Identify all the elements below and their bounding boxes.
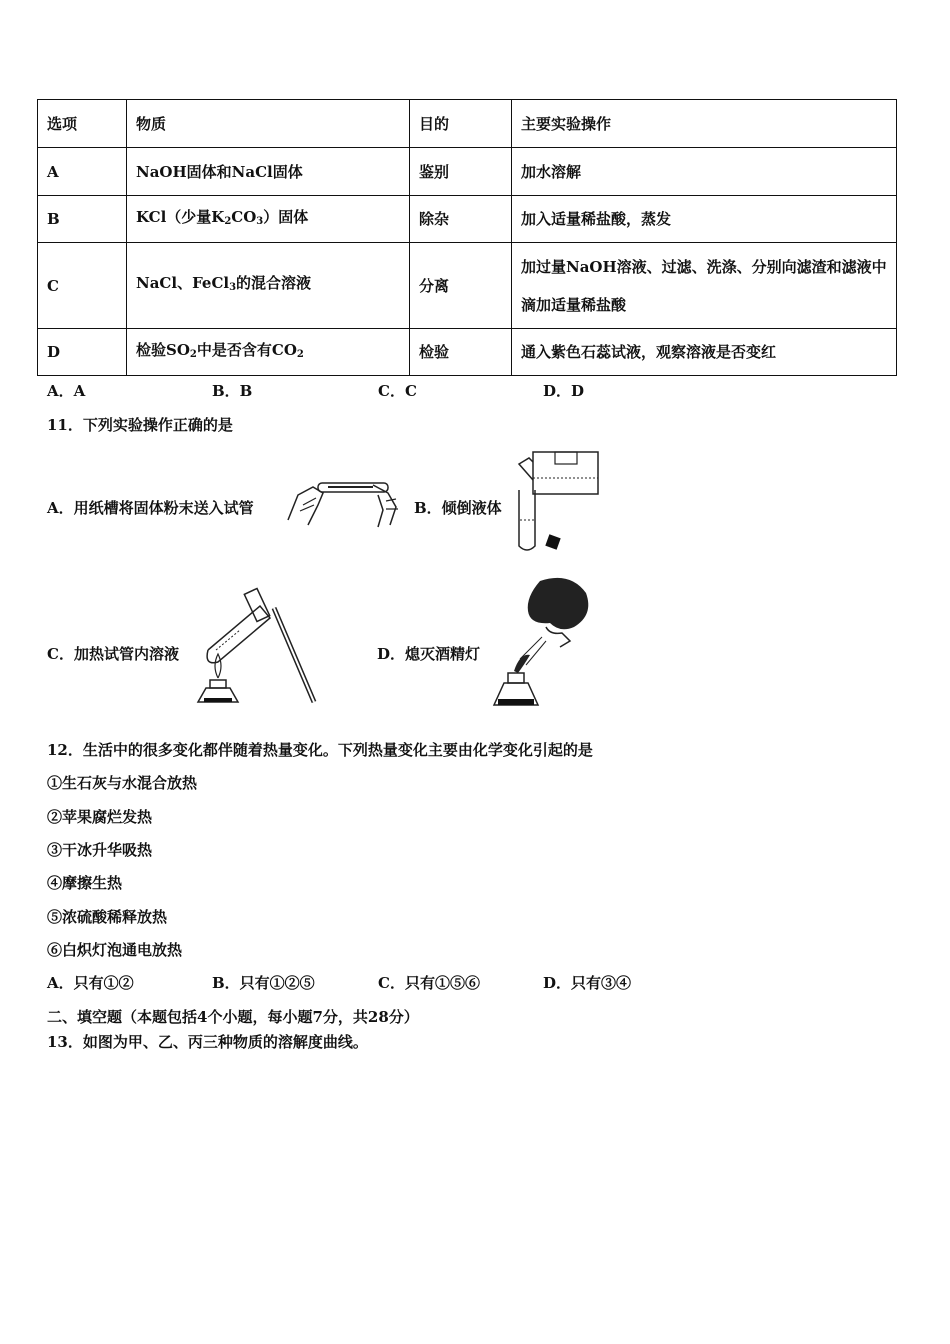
header-option: 选项: [38, 100, 127, 148]
table-row: [38, 329, 897, 376]
q12-item: ②苹果腐烂发热: [47, 808, 153, 826]
q12-stem: 12．生活中的很多变化都伴随着热量变化。下列热量变化主要由化学变化引起的是: [47, 741, 593, 759]
q11-option-c[interactable]: C．加热试管内溶液: [47, 645, 179, 663]
row-purpose: 鉴别: [410, 148, 512, 196]
row-operation: 加入适量稀盐酸，蒸发: [512, 196, 897, 243]
q10-choice-b[interactable]: B．B: [212, 382, 253, 400]
row-substance: NaCl、FeCl$_3$的混合溶液: [127, 243, 410, 329]
row-operation: 加过量NaOH溶液、过滤、洗涤、分别向滤渣和滤液中滴加适量稀盐酸: [512, 243, 897, 329]
row-substance: NaOH固体和NaCl固体: [127, 148, 410, 196]
row-purpose: 分离: [410, 243, 512, 329]
q12-choice-a[interactable]: A．只有①②: [47, 974, 134, 992]
q11-stem: 11．下列实验操作正确的是: [47, 416, 233, 434]
experiment-table: [37, 99, 897, 376]
row-substance: 检验$SO_2$中是否含有$CO_2$: [127, 329, 410, 376]
heating-test-tube-illustration: [190, 580, 320, 710]
q10-choice-c[interactable]: C．C: [378, 382, 417, 400]
section-heading: 二、填空题（本题包括4个小题，每小题7分，共28分）: [47, 1008, 419, 1026]
row-option: C: [38, 243, 127, 329]
q10-choice-d[interactable]: D．D: [543, 382, 585, 400]
table-row: [38, 148, 897, 196]
q10-choice-a[interactable]: A．A: [47, 382, 86, 400]
row-option: B: [38, 196, 127, 243]
row-purpose: 检验: [410, 329, 512, 376]
q11-option-a[interactable]: A．用纸槽将固体粉末送入试管: [47, 499, 254, 517]
paper-trough-test-tube-illustration: [278, 465, 408, 533]
row-option: A: [38, 148, 127, 196]
row-purpose: 除杂: [410, 196, 512, 243]
row-operation: 加水溶解: [512, 148, 897, 196]
blowing-out-alcohol-lamp-illustration: [490, 575, 600, 715]
header-operation: 主要实验操作: [512, 100, 897, 148]
q11-option-b[interactable]: B．倾倒液体: [414, 499, 502, 517]
q12-item: ⑤浓硫酸稀释放热: [47, 908, 168, 926]
row-substance: KCl（少量$K_2CO_3$）固体: [127, 196, 410, 243]
row-operation: 通入紫色石蕊试液，观察溶液是否变红: [512, 329, 897, 376]
q11-option-d[interactable]: D．熄灭酒精灯: [377, 645, 481, 663]
q12-item: ③干冰升华吸热: [47, 841, 153, 859]
q12-choice-b[interactable]: B．只有①②⑤: [212, 974, 315, 992]
header-substance: 物质: [127, 100, 410, 148]
header-purpose: 目的: [410, 100, 512, 148]
table-row: [38, 243, 897, 329]
q12-item: ①生石灰与水混合放热: [47, 774, 198, 792]
table-row: [38, 196, 897, 243]
q12-item: ④摩擦生热: [47, 874, 123, 892]
q13-stem: 13．如图为甲、乙、丙三种物质的溶解度曲线。: [47, 1033, 368, 1051]
row-option: D: [38, 329, 127, 376]
q12-choice-d[interactable]: D．只有③④: [543, 974, 632, 992]
q12-item: ⑥白炽灯泡通电放热: [47, 941, 183, 959]
q12-choice-c[interactable]: C．只有①⑤⑥: [378, 974, 480, 992]
table-header-row: [38, 100, 897, 148]
pouring-liquid-illustration: [515, 450, 605, 555]
